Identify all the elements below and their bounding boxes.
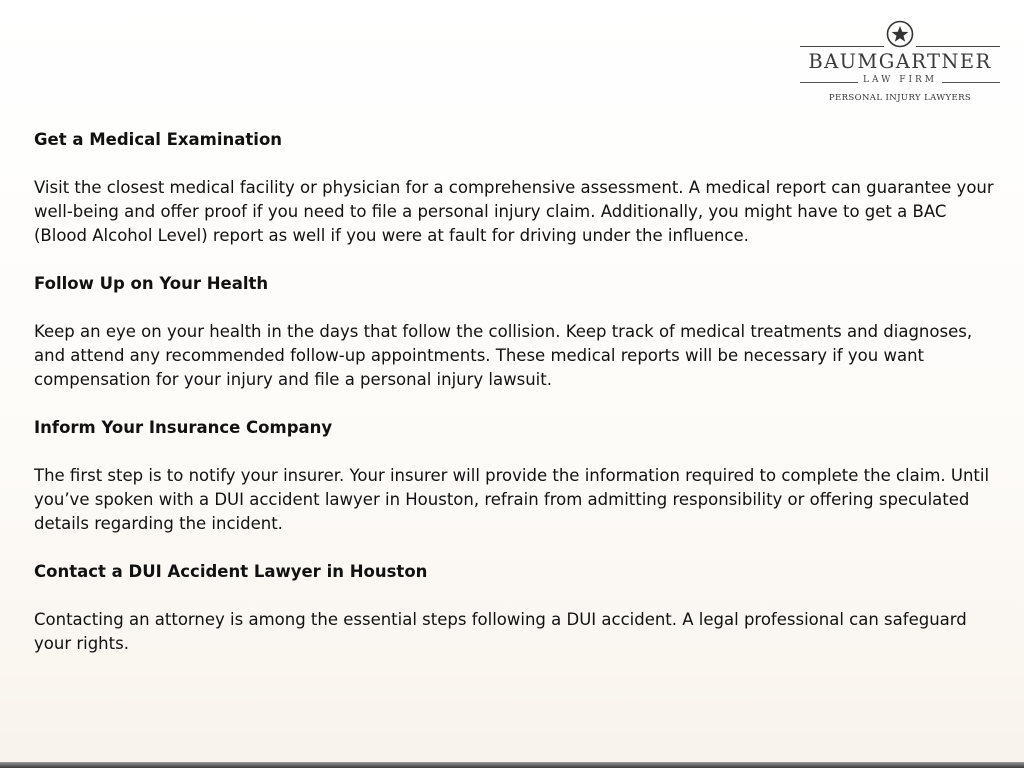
logo-name: BAUMGARTNER bbox=[808, 50, 992, 73]
section-body: Keep an eye on your health in the days that follow the collision. Keep track of medical treatments and diagnoses, and attend any recommended follow-up appointments. These medical reports will be necessary if you want compensation for your injury and file a personal injury lawsuit. bbox=[34, 322, 973, 389]
article-content bbox=[34, 128, 994, 680]
bottom-border bbox=[0, 762, 1024, 768]
logo-tagline: PERSONAL INJURY LAWYERS bbox=[828, 93, 972, 103]
logo-divider-right bbox=[916, 46, 1000, 47]
section-heading: Contact a DUI Accident Lawyer in Houston bbox=[34, 562, 428, 581]
section-body: The first step is to notify your insurer. Your insurer will provide the information required to complete the claim. Until you’ve spoken with a DUI accident lawyer in Houston, refrain from admitting responsibility or offering speculated details regarding the incident. bbox=[34, 466, 990, 533]
logo-sub-row bbox=[792, 75, 1008, 89]
section-heading: Get a Medical Examination bbox=[34, 130, 283, 149]
law-firm-logo bbox=[792, 16, 1008, 108]
section-body: Visit the closest medical facility or physician for a comprehensive assessment. A medical report can guarantee your well-being and offer proof if you need to file a personal injury claim. Additionally, you might have to get a BAC (Blood Alcohol Level) report as well if you were at fault for driving under the influence. bbox=[34, 178, 994, 245]
logo-subtitle: LAW FIRM bbox=[862, 75, 937, 85]
logo-divider-left bbox=[800, 46, 884, 47]
section-body: Contacting an attorney is among the essential steps following a DUI accident. A legal professional can safeguard your rights. bbox=[34, 610, 967, 653]
section-heading: Inform Your Insurance Company bbox=[34, 418, 333, 437]
section-heading: Follow Up on Your Health bbox=[34, 274, 269, 293]
star-emblem-icon bbox=[886, 20, 914, 48]
